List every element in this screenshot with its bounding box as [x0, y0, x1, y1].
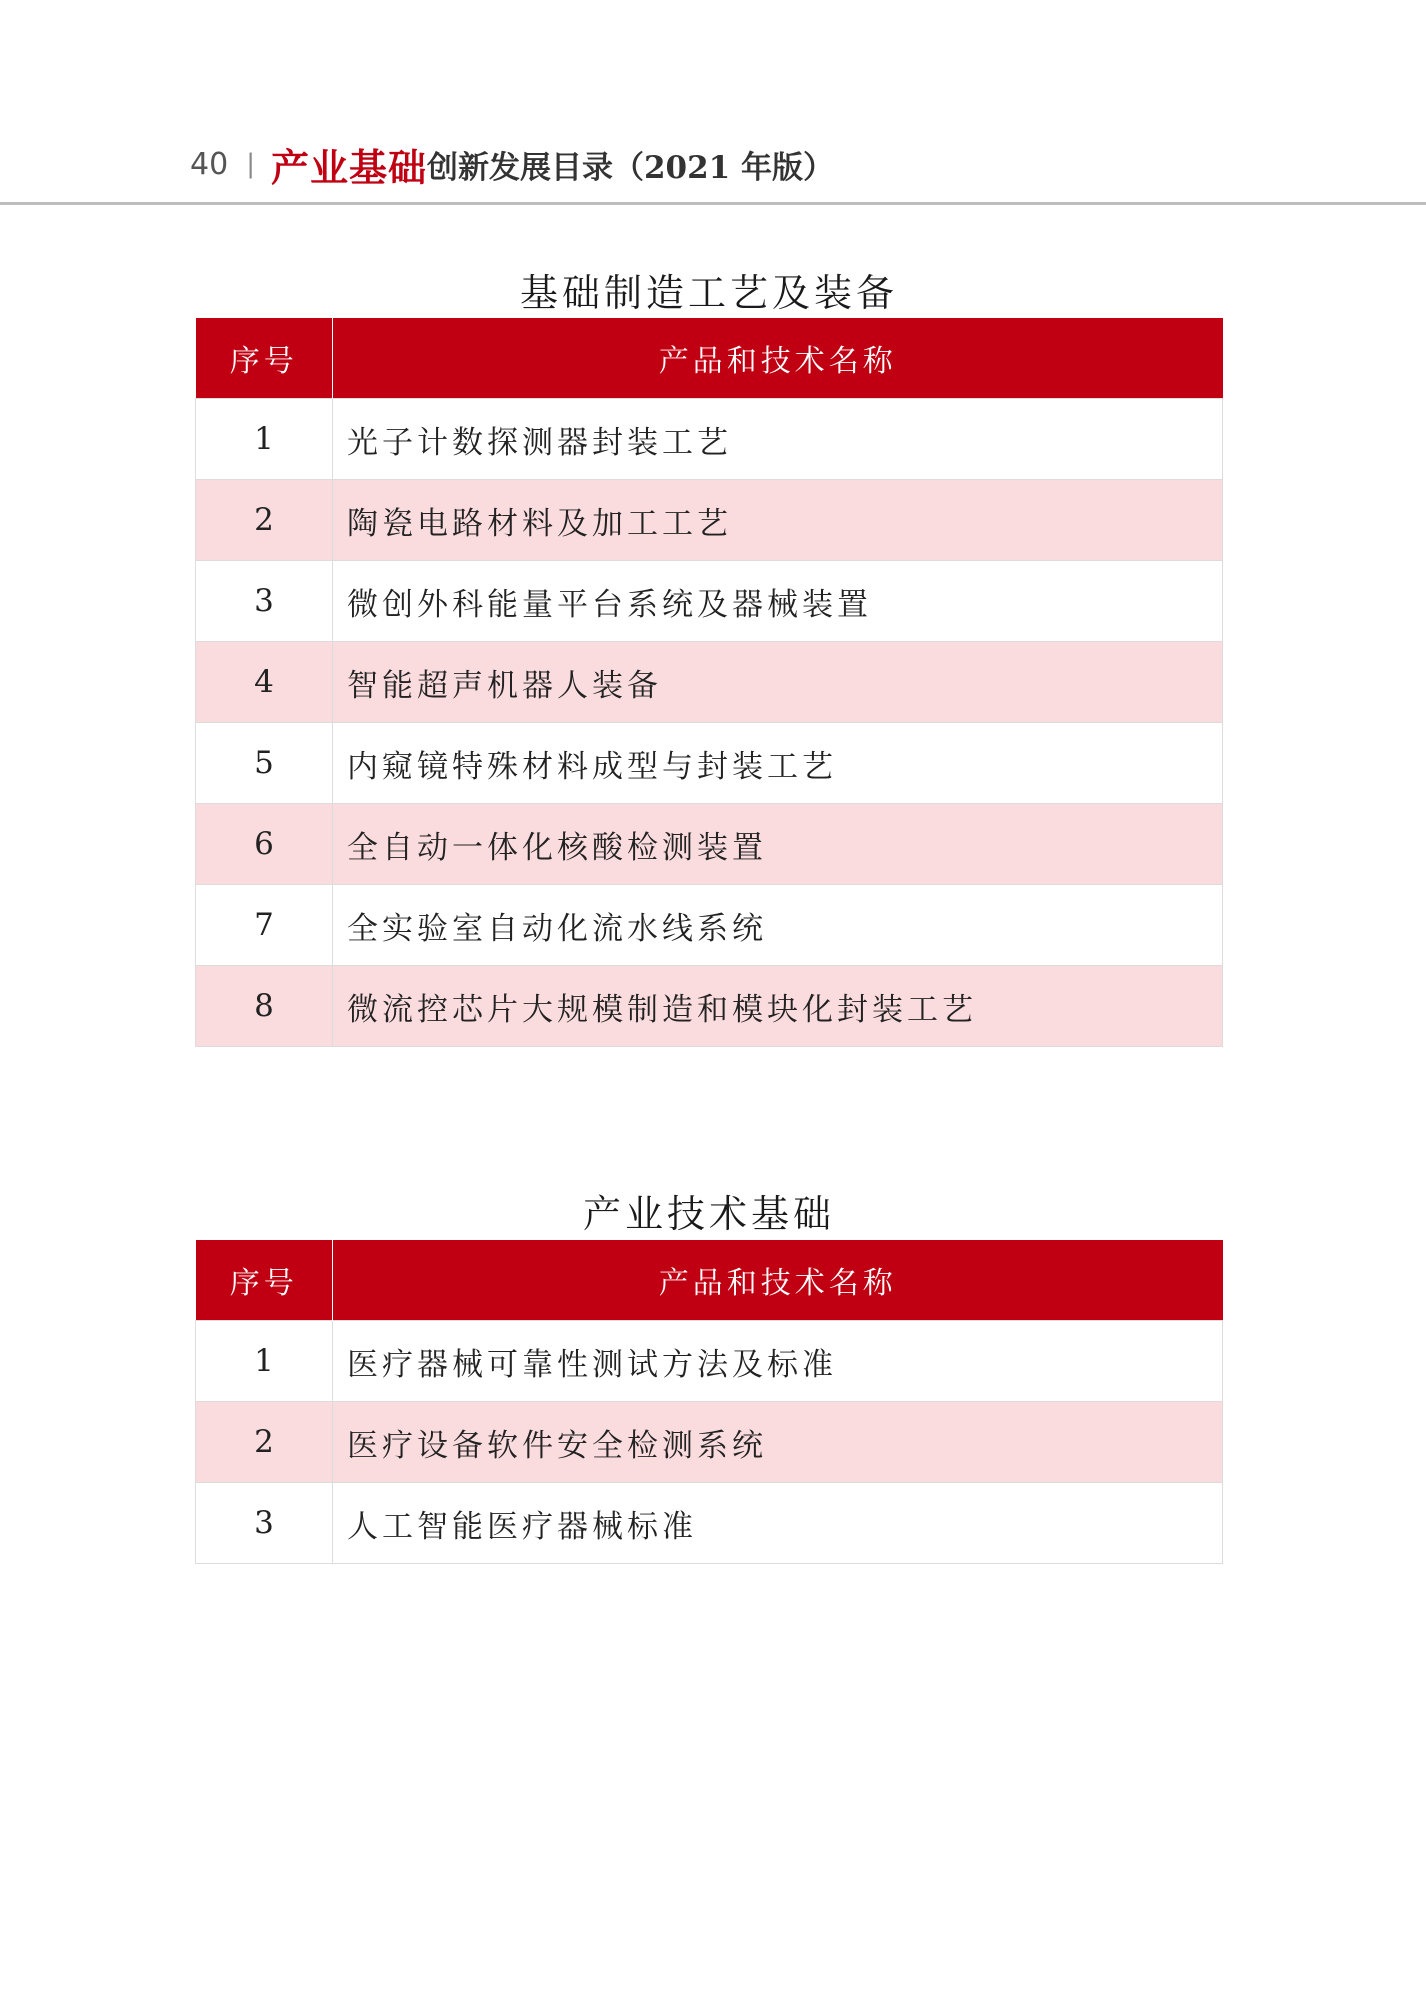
row-name: 微流控芯片大规模制造和模块化封装工艺 — [333, 966, 1223, 1047]
row-name: 人工智能医疗器械标准 — [333, 1483, 1223, 1564]
row-name: 全自动一体化核酸检测装置 — [333, 804, 1223, 885]
section-title-technology: 产业技术基础 — [582, 1192, 835, 1236]
row-number: 7 — [196, 885, 333, 966]
table-manufacturing — [195, 318, 1223, 1047]
header-divider — [0, 202, 1426, 205]
row-number: 8 — [196, 966, 333, 1047]
row-name: 微创外科能量平台系统及器械装置 — [333, 561, 1223, 642]
row-name: 医疗设备软件安全检测系统 — [333, 1402, 1223, 1483]
row-number: 1 — [196, 1321, 333, 1402]
column-header-number: 序号 — [196, 318, 333, 399]
header-brand: 产业基础 — [270, 144, 427, 190]
table-row — [196, 1321, 1223, 1402]
row-number: 4 — [196, 642, 333, 723]
row-name: 光子计数探测器封装工艺 — [333, 399, 1223, 480]
table-header-row — [196, 1240, 1223, 1321]
table-row — [196, 561, 1223, 642]
row-name: 内窥镜特殊材料成型与封装工艺 — [333, 723, 1223, 804]
page-number: 40 — [190, 146, 229, 182]
page-header — [190, 138, 834, 190]
table-row — [196, 1483, 1223, 1564]
table-row — [196, 966, 1223, 1047]
header-subtitle: 创新发展目录（2021 年版） — [426, 149, 835, 186]
row-name: 智能超声机器人装备 — [333, 642, 1223, 723]
row-number: 1 — [196, 399, 333, 480]
column-header-name: 产品和技术名称 — [333, 1240, 1223, 1321]
table-row — [196, 642, 1223, 723]
row-number: 3 — [196, 1483, 333, 1564]
row-number: 2 — [196, 480, 333, 561]
row-number: 6 — [196, 804, 333, 885]
table-row — [196, 480, 1223, 561]
row-name: 陶瓷电路材料及加工工艺 — [333, 480, 1223, 561]
table-row — [196, 885, 1223, 966]
column-header-number: 序号 — [196, 1240, 333, 1321]
table-row — [196, 399, 1223, 480]
table-technology — [195, 1240, 1223, 1564]
section-title-manufacturing: 基础制造工艺及装备 — [519, 271, 898, 315]
row-number: 2 — [196, 1402, 333, 1483]
column-header-name: 产品和技术名称 — [333, 318, 1223, 399]
table-row — [196, 804, 1223, 885]
table-header-row — [196, 318, 1223, 399]
row-name: 全实验室自动化流水线系统 — [333, 885, 1223, 966]
row-number: 5 — [196, 723, 333, 804]
header-separator: | — [246, 149, 255, 179]
row-number: 3 — [196, 561, 333, 642]
table-row — [196, 1402, 1223, 1483]
table-row — [196, 723, 1223, 804]
row-name: 医疗器械可靠性测试方法及标准 — [333, 1321, 1223, 1402]
